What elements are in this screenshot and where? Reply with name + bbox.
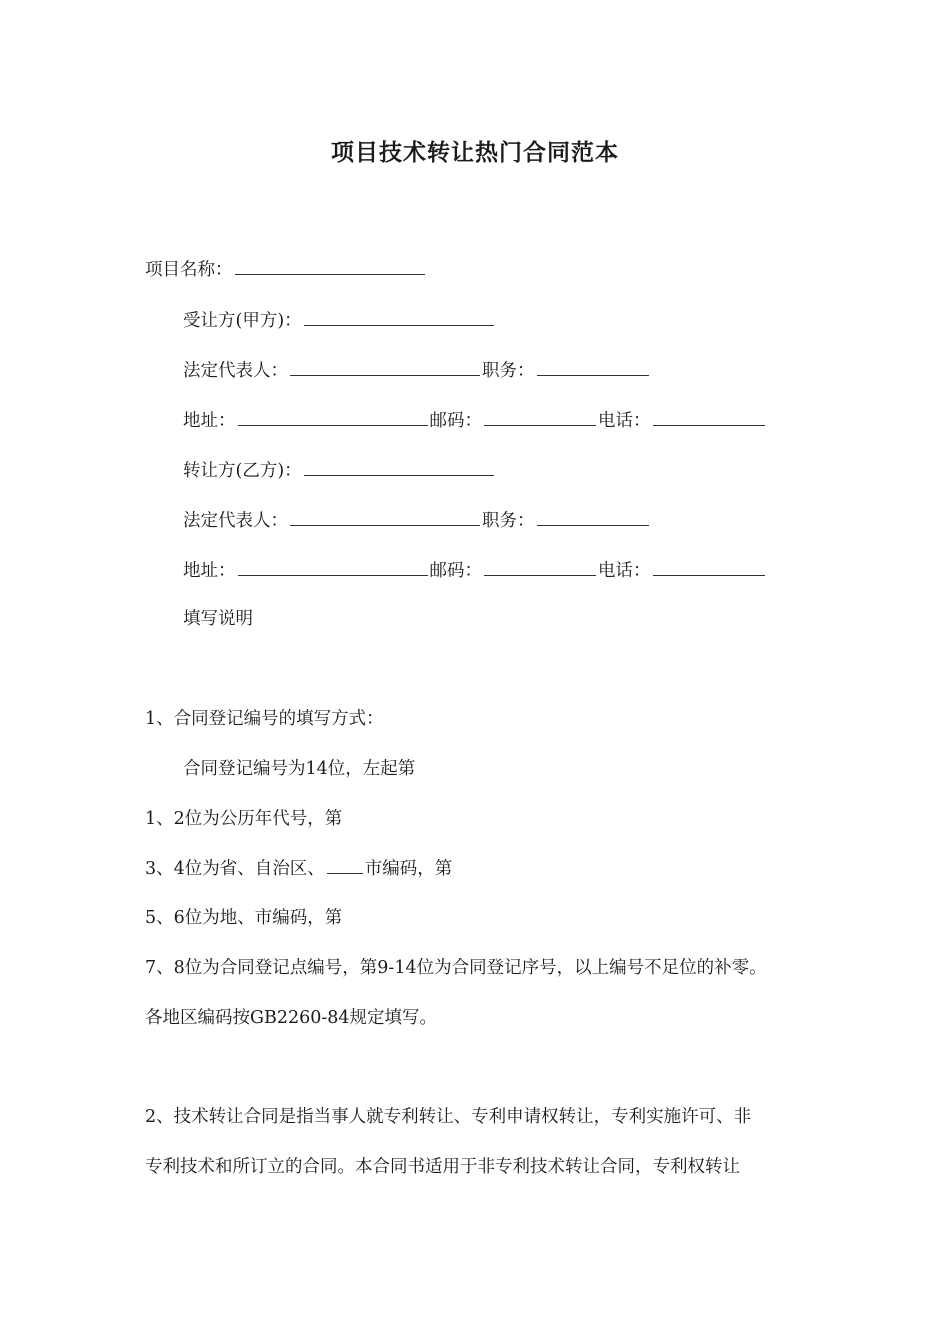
postcode-label: 邮码： bbox=[429, 411, 482, 431]
postcode-label: 邮码： bbox=[429, 561, 482, 581]
phone-blank[interactable] bbox=[653, 409, 765, 426]
paragraph-2: 合同登记编号为14位，左起第 bbox=[183, 759, 416, 779]
assignor-address-row bbox=[183, 559, 767, 583]
document-title: 项目技术转让热门合同范本 bbox=[331, 140, 619, 166]
assignee-address-row bbox=[183, 409, 767, 433]
legal-rep-label: 法定代表人： bbox=[183, 361, 288, 381]
paragraph-4-text-a: 3、4位为省、自治区、 bbox=[145, 859, 325, 879]
assignor-blank[interactable] bbox=[304, 459, 494, 476]
postcode-blank[interactable] bbox=[484, 559, 596, 576]
legal-rep-blank[interactable] bbox=[290, 509, 480, 526]
project-name-blank[interactable] bbox=[235, 258, 425, 275]
assignee-legal-rep-row bbox=[183, 359, 651, 383]
assignee-blank[interactable] bbox=[304, 309, 494, 326]
paragraph-9: 专利技术和所订立的合同。本合同书适用于非专利技术转让合同，专利权转让 bbox=[145, 1157, 740, 1177]
address-label: 地址： bbox=[183, 411, 236, 431]
paragraph-7: 各地区编码按GB2260-84规定填写。 bbox=[145, 1008, 438, 1028]
instructions-heading: 填写说明 bbox=[183, 609, 253, 629]
paragraph-1: 1、合同登记编号的填写方式： bbox=[145, 709, 384, 729]
postcode-blank[interactable] bbox=[484, 409, 596, 426]
assignee-label: 受让方(甲方)： bbox=[183, 311, 302, 331]
legal-rep-label: 法定代表人： bbox=[183, 511, 288, 531]
position-label: 职务： bbox=[482, 361, 535, 381]
project-name-row bbox=[145, 258, 427, 282]
position-blank[interactable] bbox=[537, 359, 649, 376]
phone-label: 电话： bbox=[598, 411, 651, 431]
paragraph-5: 5、6位为地、市编码，第 bbox=[145, 908, 343, 928]
legal-rep-blank[interactable] bbox=[290, 359, 480, 376]
position-label: 职务： bbox=[482, 511, 535, 531]
paragraph-4 bbox=[145, 857, 452, 881]
assignor-legal-rep-row bbox=[183, 509, 651, 533]
phone-blank[interactable] bbox=[653, 559, 765, 576]
assignee-row bbox=[183, 309, 496, 333]
paragraph-4-text-b: 市编码，第 bbox=[364, 859, 453, 879]
position-blank[interactable] bbox=[537, 509, 649, 526]
paragraph-3: 1、2位为公历年代号，第 bbox=[145, 809, 343, 829]
assignor-row bbox=[183, 459, 496, 483]
city-code-blank[interactable] bbox=[327, 857, 363, 874]
paragraph-6: 7、8位为合同登记点编号，第9-14位为合同登记序号，以上编号不足位的补零。 bbox=[145, 958, 767, 978]
project-name-label: 项目名称： bbox=[145, 260, 233, 280]
address-blank[interactable] bbox=[238, 409, 428, 426]
paragraph-8: 2、技术转让合同是指当事人就专利转让、专利申请权转让，专利实施许可、非 bbox=[145, 1107, 752, 1127]
address-blank[interactable] bbox=[238, 559, 428, 576]
address-label: 地址： bbox=[183, 561, 236, 581]
phone-label: 电话： bbox=[598, 561, 651, 581]
assignor-label: 转让方(乙方)： bbox=[183, 461, 302, 481]
